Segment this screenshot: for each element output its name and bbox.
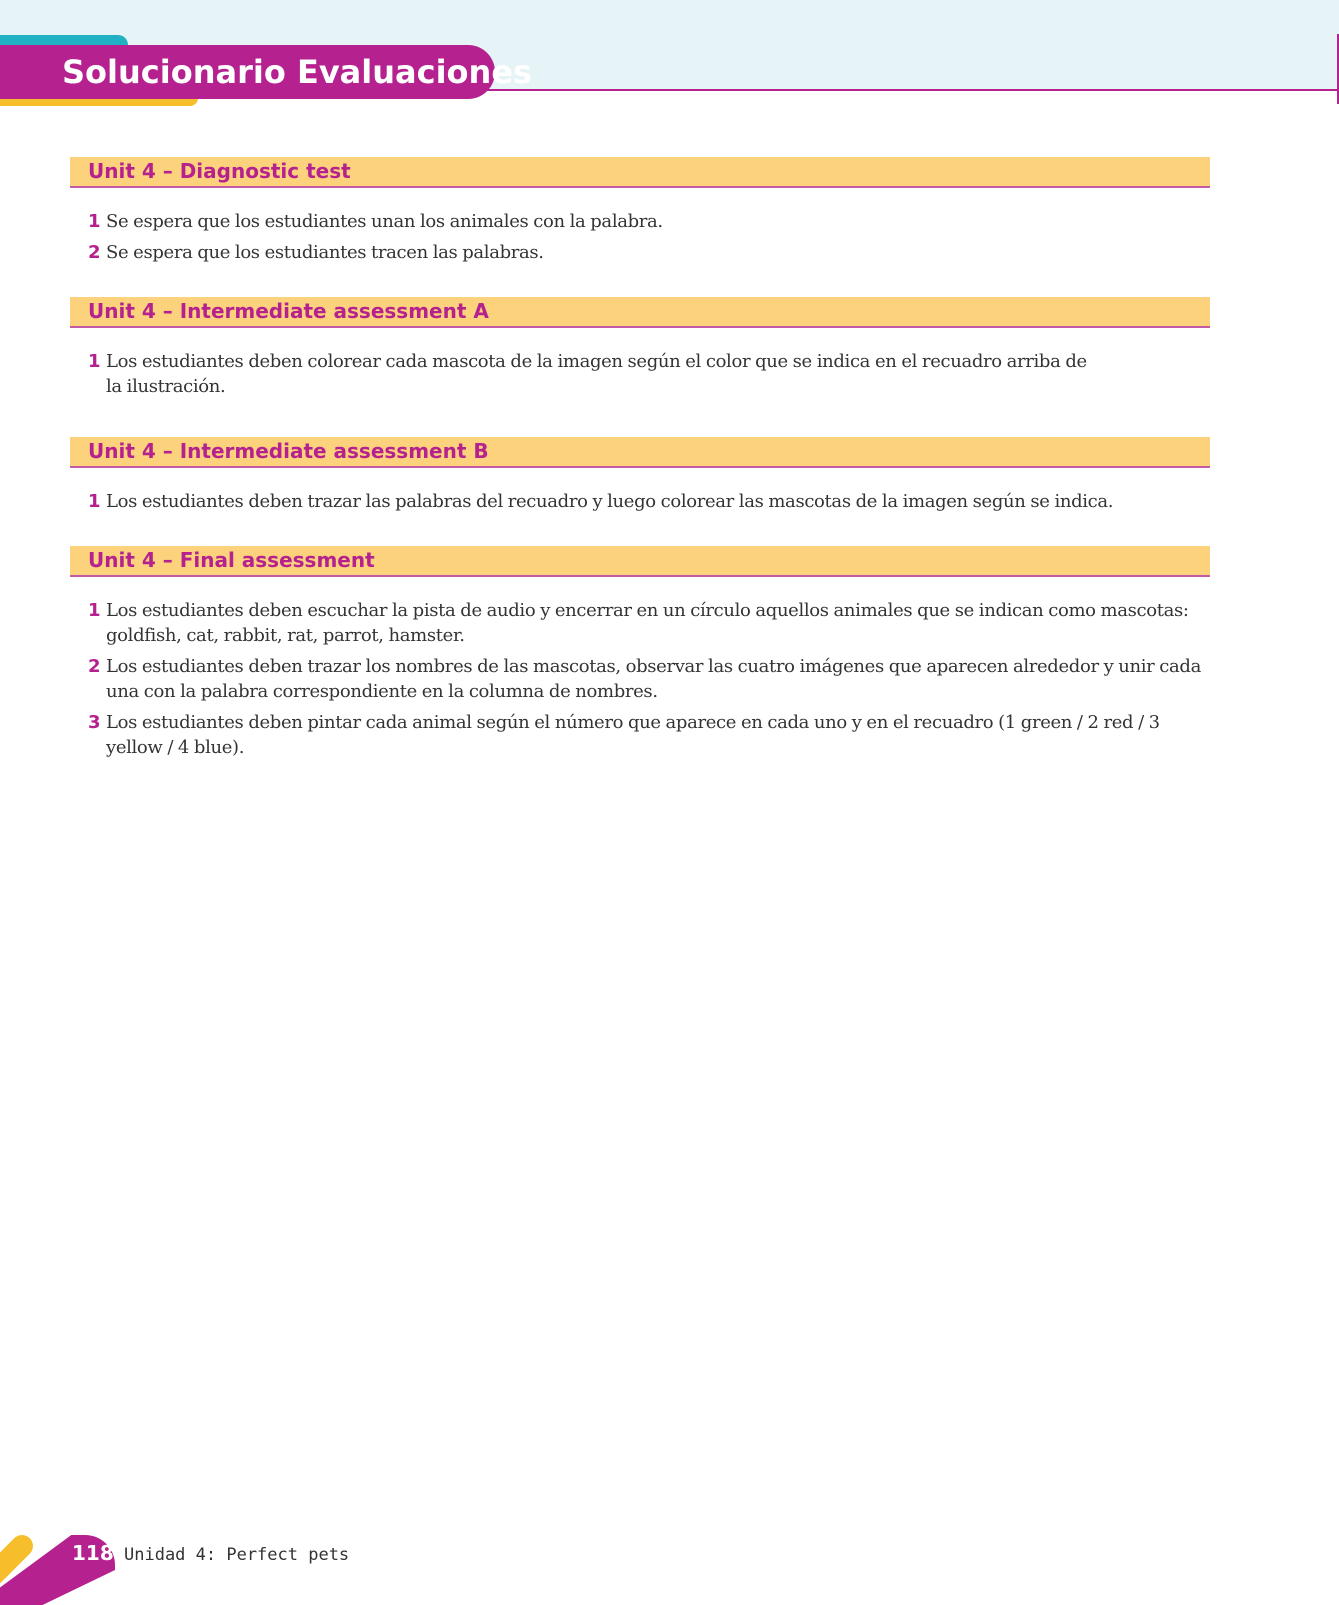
answer-text: Los estudiantes deben trazar los nombres de las mascotas, observar las cuatro imágenes que aparecen alrededor y unir cada una con la palabra correspondiente en la columna de nombres. xyxy=(106,656,1201,702)
answer-number: 2 xyxy=(88,242,101,263)
section-title: Unit 4 – Intermediate assessment B xyxy=(70,437,1210,468)
answer-text: Los estudiantes deben colorear cada mascota de la imagen según el color que se indica en el recuadro arriba de la ilustración. xyxy=(106,351,1087,397)
section-title: Unit 4 – Final assessment xyxy=(70,546,1210,577)
answer-list xyxy=(70,349,1210,399)
section-title: Unit 4 – Diagnostic test xyxy=(70,157,1210,188)
footer-unit-label: Unidad 4: Perfect pets xyxy=(124,1545,350,1565)
answer-list xyxy=(70,598,1210,760)
page-number: 118 xyxy=(72,1541,114,1565)
answer-item xyxy=(70,240,1210,265)
top-rule xyxy=(470,89,1339,91)
answer-list xyxy=(70,489,1210,514)
answer-number: 1 xyxy=(88,491,101,512)
answer-item xyxy=(70,654,1210,704)
answer-text: Los estudiantes deben trazar las palabras del recuadro y luego colorear las mascotas de la imagen según se indica. xyxy=(106,491,1114,512)
answer-number: 1 xyxy=(88,600,101,621)
answer-number: 1 xyxy=(88,211,101,232)
answer-number: 1 xyxy=(88,351,101,372)
section-diagnostic-test xyxy=(70,157,1210,265)
section-title: Unit 4 – Intermediate assessment A xyxy=(70,297,1210,328)
section-intermediate-assessment-b xyxy=(70,437,1210,514)
section-intermediate-assessment-a xyxy=(70,297,1210,399)
answer-item xyxy=(70,349,1210,399)
answer-text: Se espera que los estudiantes unan los animales con la palabra. xyxy=(106,211,663,232)
answer-item xyxy=(70,489,1210,514)
answer-number: 3 xyxy=(88,712,101,733)
page-title: Solucionario Evaluaciones xyxy=(62,53,533,91)
answer-number: 2 xyxy=(88,656,101,677)
answer-item xyxy=(70,598,1210,648)
answer-text: Los estudiantes deben pintar cada animal según el número que aparece en cada uno y en el recuadro (1 green / 2 red / 3 yellow / 4 blue). xyxy=(106,712,1160,758)
answer-item xyxy=(70,209,1210,234)
answer-text: Se espera que los estudiantes tracen las palabras. xyxy=(106,242,544,263)
section-final-assessment xyxy=(70,546,1210,760)
answer-item xyxy=(70,710,1210,760)
answer-list xyxy=(70,209,1210,265)
main-content xyxy=(70,157,1210,766)
answer-text: Los estudiantes deben escuchar la pista de audio y encerrar en un círculo aquellos animales que se indican como mascotas: goldfish, cat, rabbit, rat, parrot, hamster. xyxy=(106,600,1189,646)
